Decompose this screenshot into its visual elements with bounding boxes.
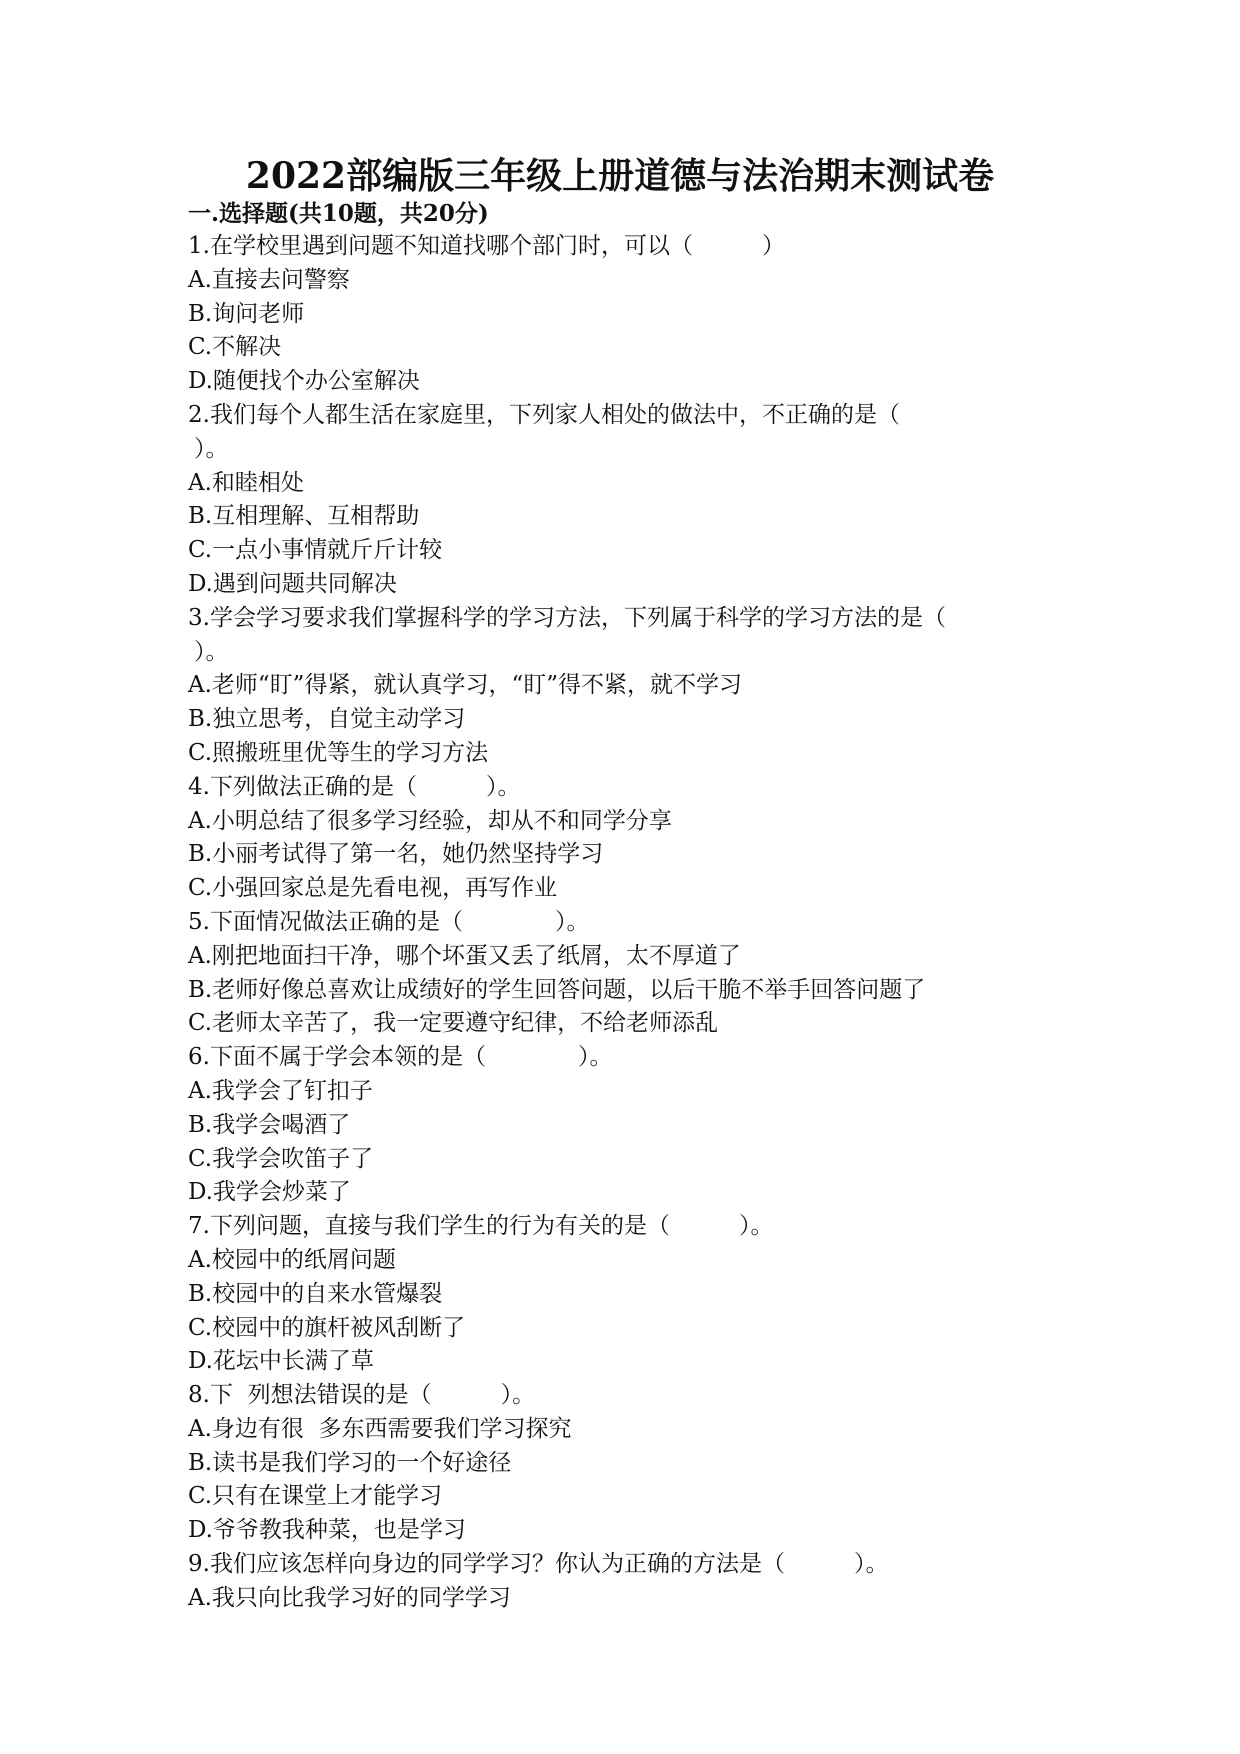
question-stem-line: 4.下列做法正确的是（ ）。	[188, 773, 521, 800]
answer-option: A.校园中的纸屑问题	[188, 1246, 396, 1273]
answer-option: C.照搬班里优等生的学习方法	[188, 739, 489, 766]
question-8	[188, 1379, 1048, 1548]
answer-option: C.校园中的旗杆被风刮断了	[188, 1314, 466, 1341]
question-6	[188, 1041, 1048, 1210]
answer-option: C.不解决	[188, 334, 282, 361]
section-heading: 一.选择题(共10题，共20分)	[188, 200, 489, 227]
question-5	[188, 906, 1048, 1041]
answer-option: A.我学会了钉扣子	[188, 1077, 373, 1104]
question-stem-line: 5.下面情况做法正确的是（ ）。	[188, 908, 590, 935]
answer-option: B.独立思考，自觉主动学习	[188, 706, 466, 733]
question-1	[188, 230, 1048, 399]
question-2	[188, 399, 1048, 602]
answer-option: B.校园中的自来水管爆裂	[188, 1280, 443, 1307]
answer-option: A.和睦相处	[188, 469, 304, 496]
answer-option: A.刚把地面扫干净，哪个坏蛋又丢了纸屑，太不厚道了	[188, 942, 741, 969]
answer-option: D.我学会炒菜了	[188, 1179, 351, 1206]
answer-option: C.一点小事情就斤斤计较	[188, 537, 443, 564]
question-stem-line: ）。	[194, 638, 229, 665]
answer-option: B.读书是我们学习的一个好途径	[188, 1449, 512, 1476]
answer-option: B.老师好像总喜欢让成绩好的学生回答问题，以后干脆不举手回答问题了	[188, 976, 926, 1003]
question-list	[188, 230, 1048, 1616]
answer-option: D.花坛中长满了草	[188, 1348, 374, 1375]
question-stem-line: 6.下面不属于学会本领的是（ ）。	[188, 1044, 613, 1071]
answer-option: A.老师“盯”得紧，就认真学习，“盯”得不紧，就不学习	[188, 672, 742, 699]
answer-option: B.我学会喝酒了	[188, 1111, 351, 1138]
question-stem-line: 2.我们每个人都生活在家庭里，下列家人相处的做法中，不正确的是（	[188, 401, 900, 428]
question-7	[188, 1210, 1048, 1379]
answer-option: D.爷爷教我种菜，也是学习	[188, 1517, 466, 1544]
answer-option: A.直接去问警察	[188, 266, 350, 293]
question-stem-line: ）。	[194, 435, 229, 462]
question-stem-line: 3.学会学习要求我们掌握科学的学习方法，下列属于科学的学习方法的是（	[188, 604, 946, 631]
answer-option: C.只有在课堂上才能学习	[188, 1483, 443, 1510]
answer-option: A.小明总结了很多学习经验，却从不和同学分享	[188, 807, 672, 834]
question-stem-line: 9.我们应该怎样向身边的同学学习？你认为正确的方法是（ ）。	[188, 1551, 889, 1578]
answer-option: C.我学会吹笛子了	[188, 1145, 374, 1172]
question-3	[188, 602, 1048, 771]
answer-option: D.随便找个办公室解决	[188, 368, 420, 395]
answer-option: D.遇到问题共同解决	[188, 570, 397, 597]
answer-option: C.老师太辛苦了，我一定要遵守纪律，不给老师添乱	[188, 1010, 719, 1037]
question-4	[188, 771, 1048, 906]
answer-option: B.互相理解、互相帮助	[188, 503, 420, 530]
answer-option: B.小丽考试得了第一名，她仍然坚持学习	[188, 841, 604, 868]
exam-content	[188, 198, 1048, 1616]
question-stem-line: 7.下列问题，直接与我们学生的行为有关的是（ ）。	[188, 1213, 774, 1240]
answer-option: B.询问老师	[188, 300, 305, 327]
question-stem-line: 8.下 列想法错误的是（ ）。	[188, 1382, 536, 1409]
question-stem-line: 1.在学校里遇到问题不知道找哪个部门时，可以（ ）	[188, 233, 785, 259]
answer-option: A.我只向比我学习好的同学学习	[188, 1584, 511, 1611]
question-9	[188, 1548, 1048, 1616]
answer-option: C.小强回家总是先看电视，再写作业	[188, 875, 558, 902]
exam-title: 2022部编版三年级上册道德与法治期末测试卷	[245, 155, 995, 197]
answer-option: A.身边有很 多东西需要我们学习探究	[188, 1415, 572, 1442]
